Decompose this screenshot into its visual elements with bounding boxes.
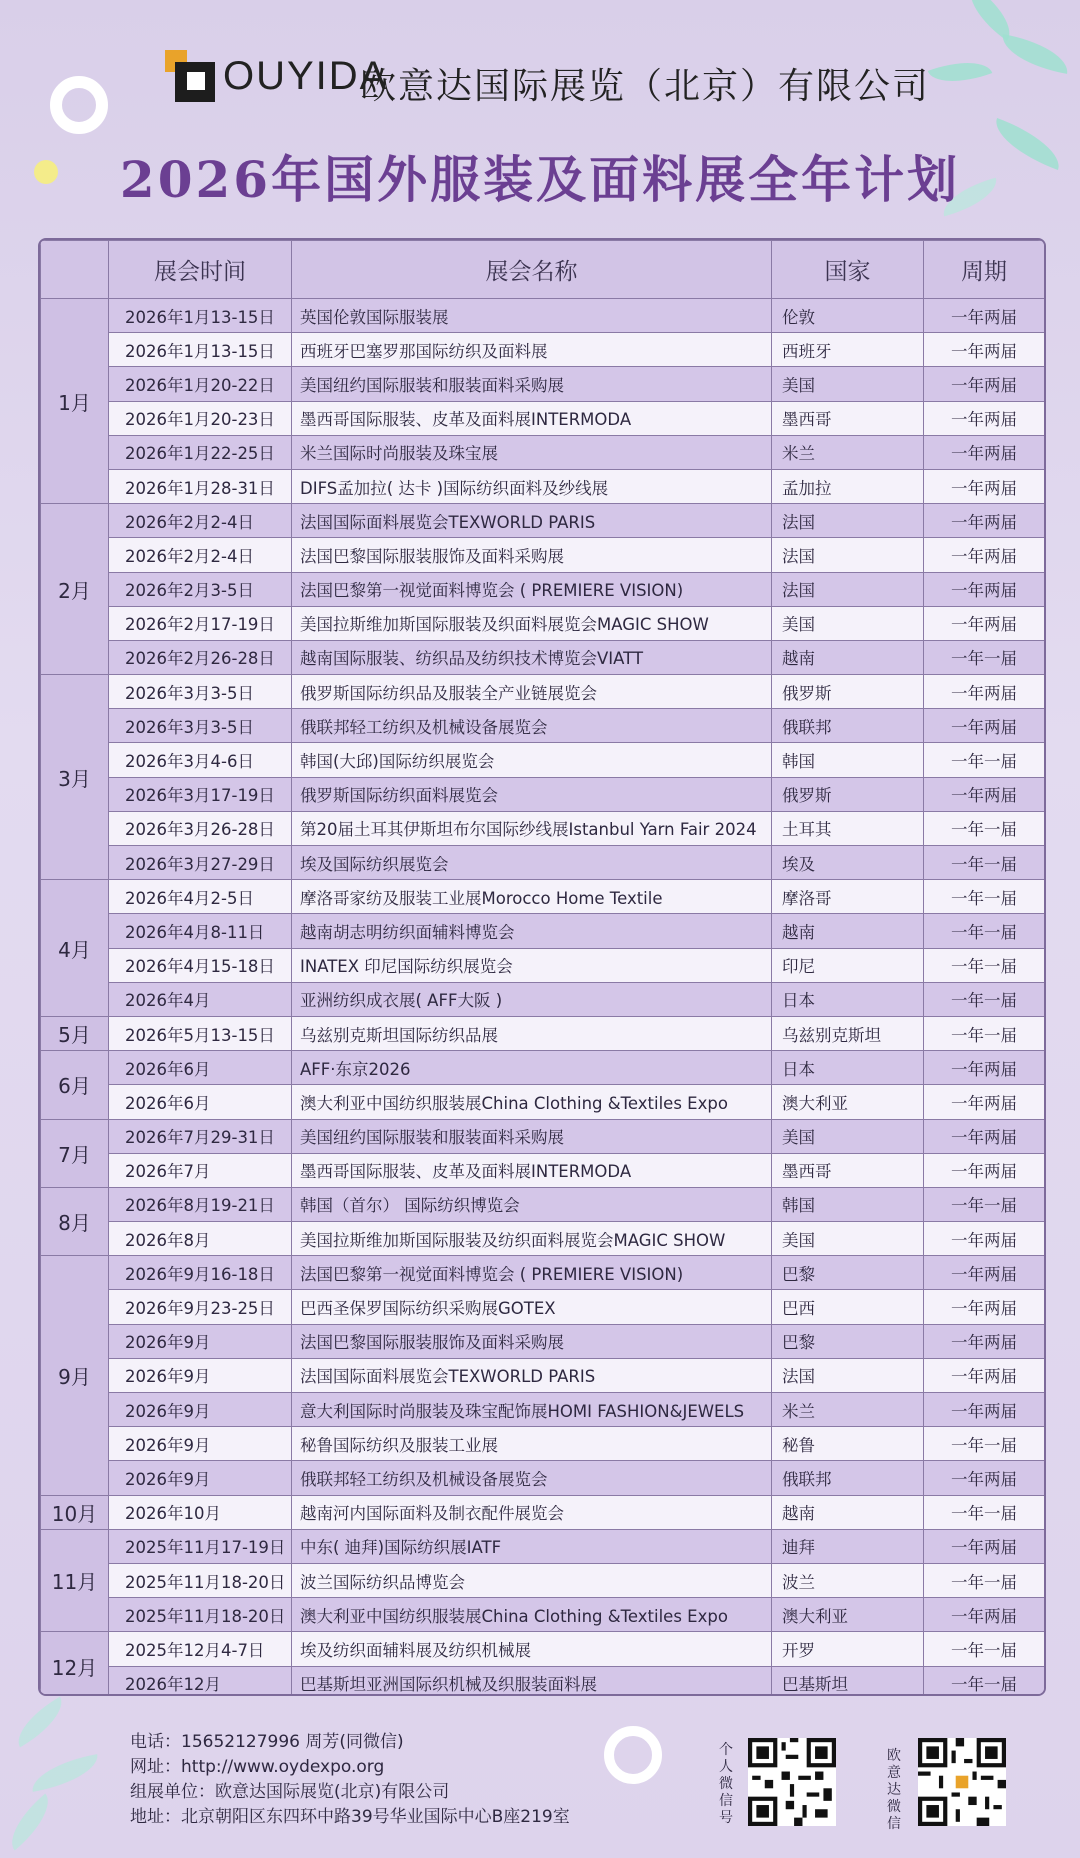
month-cell: 12月 xyxy=(41,1632,109,1696)
table-row xyxy=(41,743,1045,777)
country-cell: 孟加拉 xyxy=(772,469,924,503)
contact-phone: 电话：15652127996 周芳(同微信) xyxy=(130,1732,404,1752)
country-cell: 俄联邦 xyxy=(772,1461,924,1495)
cycle-cell: 一年一届 xyxy=(924,1563,1045,1597)
exhibition-name-cell: 墨西哥国际服装、皮革及面料展INTERMODA xyxy=(292,1153,772,1187)
cycle-cell: 一年一届 xyxy=(924,914,1045,948)
exhibition-name-cell: 墨西哥国际服装、皮革及面料展INTERMODA xyxy=(292,401,772,435)
month-cell: 2月 xyxy=(41,504,109,675)
table-row xyxy=(41,606,1045,640)
decorative-ring xyxy=(50,76,108,134)
exhibition-name-cell: 秘鲁国际纺织及服装工业展 xyxy=(292,1427,772,1461)
month-cell: 5月 xyxy=(41,1016,109,1050)
country-cell: 开罗 xyxy=(772,1632,924,1666)
date-cell: 2026年3月4-6日 xyxy=(109,743,292,777)
country-cell: 巴基斯坦 xyxy=(772,1666,924,1696)
cycle-cell: 一年两届 xyxy=(924,333,1045,367)
column-header-month xyxy=(41,241,109,299)
exhibition-name-cell: 越南河内国际面料及制衣配件展览会 xyxy=(292,1495,772,1529)
exhibition-name-cell: 法国国际面料展览会TEXWORLD PARIS xyxy=(292,504,772,538)
table-row xyxy=(41,367,1045,401)
table-row xyxy=(41,1563,1045,1597)
country-cell: 印尼 xyxy=(772,948,924,982)
qr-code-icon xyxy=(748,1738,836,1826)
country-cell: 巴西 xyxy=(772,1290,924,1324)
month-cell: 1月 xyxy=(41,299,109,504)
cycle-cell: 一年一届 xyxy=(924,1495,1045,1529)
table-row xyxy=(41,1393,1045,1427)
cycle-cell: 一年两届 xyxy=(924,1222,1045,1256)
leaf-decoration xyxy=(8,1697,72,1748)
country-cell: 俄罗斯 xyxy=(772,675,924,709)
cycle-cell: 一年两届 xyxy=(924,1461,1045,1495)
column-header-country: 国家 xyxy=(772,241,924,299)
date-cell: 2026年2月3-5日 xyxy=(109,572,292,606)
table-row xyxy=(41,948,1045,982)
date-cell: 2026年1月20-23日 xyxy=(109,401,292,435)
table-row xyxy=(41,538,1045,572)
country-cell: 埃及 xyxy=(772,846,924,880)
cycle-cell: 一年一届 xyxy=(924,743,1045,777)
cycle-cell: 一年一届 xyxy=(924,846,1045,880)
exhibition-name-cell: 波兰国际纺织品博览会 xyxy=(292,1563,772,1597)
month-cell: 6月 xyxy=(41,1051,109,1119)
table-row xyxy=(41,914,1045,948)
date-cell: 2025年11月18-20日 xyxy=(109,1563,292,1597)
date-cell: 2026年9月 xyxy=(109,1324,292,1358)
table-row xyxy=(41,1085,1045,1119)
exhibition-name-cell: AFF·东京2026 xyxy=(292,1051,772,1085)
table-row xyxy=(41,333,1045,367)
country-cell: 澳大利亚 xyxy=(772,1598,924,1632)
exhibition-name-cell: 澳大利亚中国纺织服装展China Clothing &Textiles Expo xyxy=(292,1598,772,1632)
country-cell: 美国 xyxy=(772,1119,924,1153)
date-cell: 2026年2月17-19日 xyxy=(109,606,292,640)
exhibition-name-cell: 韩国（首尔） 国际纺织博览会 xyxy=(292,1187,772,1221)
country-cell: 俄罗斯 xyxy=(772,777,924,811)
cycle-cell: 一年一届 xyxy=(924,948,1045,982)
exhibition-name-cell: 法国巴黎国际服装服饰及面料采购展 xyxy=(292,1324,772,1358)
country-cell: 日本 xyxy=(772,1051,924,1085)
cycle-cell: 一年两届 xyxy=(924,572,1045,606)
table-row xyxy=(41,675,1045,709)
table-row xyxy=(41,880,1045,914)
cycle-cell: 一年两届 xyxy=(924,1324,1045,1358)
decorative-ring xyxy=(604,1726,662,1784)
date-cell: 2026年1月20-22日 xyxy=(109,367,292,401)
cycle-cell: 一年两届 xyxy=(924,299,1045,333)
country-cell: 法国 xyxy=(772,504,924,538)
cycle-cell: 一年一届 xyxy=(924,1016,1045,1050)
date-cell: 2026年9月 xyxy=(109,1358,292,1392)
cycle-cell: 一年一届 xyxy=(924,982,1045,1016)
table-header-row xyxy=(41,241,1045,299)
country-cell: 伦敦 xyxy=(772,299,924,333)
table-row xyxy=(41,1187,1045,1221)
table-row xyxy=(41,1290,1045,1324)
cycle-cell: 一年一届 xyxy=(924,640,1045,674)
contact-organizer: 组展单位：欧意达国际展览(北京)有限公司 xyxy=(130,1782,450,1802)
cycle-cell: 一年两届 xyxy=(924,777,1045,811)
date-cell: 2026年3月17-19日 xyxy=(109,777,292,811)
date-cell: 2026年8月19-21日 xyxy=(109,1187,292,1221)
exhibition-name-cell: 法国国际面料展览会TEXWORLD PARIS xyxy=(292,1358,772,1392)
country-cell: 越南 xyxy=(772,914,924,948)
date-cell: 2026年5月13-15日 xyxy=(109,1016,292,1050)
exhibition-name-cell: 越南国际服装、纺织品及纺织技术博览会VIATT xyxy=(292,640,772,674)
cycle-cell: 一年一届 xyxy=(924,1632,1045,1666)
date-cell: 2025年12月4-7日 xyxy=(109,1632,292,1666)
company-name: 欧意达国际展览（北京）有限公司 xyxy=(360,66,931,107)
page-title: 2026年国外服装及面料展全年计划 xyxy=(119,150,961,209)
exhibition-name-cell: 亚洲纺织成衣展( AFF大阪 ) xyxy=(292,982,772,1016)
column-header-date: 展会时间 xyxy=(109,241,292,299)
table-row xyxy=(41,1529,1045,1563)
cycle-cell: 一年两届 xyxy=(924,1153,1045,1187)
table-row xyxy=(41,401,1045,435)
table-row xyxy=(41,640,1045,674)
cycle-cell: 一年两届 xyxy=(924,435,1045,469)
exhibition-name-cell: 法国巴黎国际服装服饰及面料采购展 xyxy=(292,538,772,572)
leaf-decoration xyxy=(998,34,1072,74)
table-row xyxy=(41,1632,1045,1666)
cycle-cell: 一年两届 xyxy=(924,504,1045,538)
qr-code-icon xyxy=(918,1738,1006,1826)
cycle-cell: 一年一届 xyxy=(924,1666,1045,1696)
country-cell: 米兰 xyxy=(772,435,924,469)
date-cell: 2026年3月26-28日 xyxy=(109,811,292,845)
logo-text: OUYIDA xyxy=(223,53,389,98)
table-row xyxy=(41,435,1045,469)
country-cell: 越南 xyxy=(772,640,924,674)
date-cell: 2026年6月 xyxy=(109,1051,292,1085)
cycle-cell: 一年两届 xyxy=(924,1119,1045,1153)
date-cell: 2026年1月22-25日 xyxy=(109,435,292,469)
country-cell: 乌兹别克斯坦 xyxy=(772,1016,924,1050)
table-row xyxy=(41,811,1045,845)
country-cell: 秘鲁 xyxy=(772,1427,924,1461)
country-cell: 法国 xyxy=(772,1358,924,1392)
country-cell: 美国 xyxy=(772,606,924,640)
date-cell: 2026年8月 xyxy=(109,1222,292,1256)
table-row xyxy=(41,572,1045,606)
country-cell: 美国 xyxy=(772,1222,924,1256)
country-cell: 法国 xyxy=(772,572,924,606)
exhibition-name-cell: 美国纽约国际服装和服装面料采购展 xyxy=(292,367,772,401)
table-row xyxy=(41,1016,1045,1050)
exhibition-name-cell: 米兰国际时尚服装及珠宝展 xyxy=(292,435,772,469)
date-cell: 2026年4月8-11日 xyxy=(109,914,292,948)
country-cell: 墨西哥 xyxy=(772,401,924,435)
contact-address: 地址：北京朝阳区东四环中路39号华业国际中心B座219室 xyxy=(130,1807,570,1827)
qr-code-personal xyxy=(748,1738,836,1826)
exhibition-name-cell: 澳大利亚中国纺织服装展China Clothing &Textiles Expo xyxy=(292,1085,772,1119)
table-row xyxy=(41,1222,1045,1256)
country-cell: 韩国 xyxy=(772,743,924,777)
date-cell: 2026年3月3-5日 xyxy=(109,675,292,709)
exhibition-name-cell: 巴基斯坦亚洲国际织机械及织服装面料展 xyxy=(292,1666,772,1696)
logo-mark-icon xyxy=(165,50,217,102)
table-row xyxy=(41,709,1045,743)
country-cell: 法国 xyxy=(772,538,924,572)
leaf-decoration xyxy=(928,50,993,93)
table-row xyxy=(41,504,1045,538)
exhibition-name-cell: 埃及纺织面辅料展及纺织机械展 xyxy=(292,1632,772,1666)
cycle-cell: 一年一届 xyxy=(924,811,1045,845)
date-cell: 2026年9月 xyxy=(109,1461,292,1495)
country-cell: 墨西哥 xyxy=(772,1153,924,1187)
exhibition-name-cell: 俄联邦轻工纺织及机械设备展览会 xyxy=(292,709,772,743)
exhibition-name-cell: 乌兹别克斯坦国际纺织品展 xyxy=(292,1016,772,1050)
date-cell: 2026年1月28-31日 xyxy=(109,469,292,503)
cycle-cell: 一年两届 xyxy=(924,367,1045,401)
month-cell: 11月 xyxy=(41,1529,109,1632)
cycle-cell: 一年两届 xyxy=(924,1598,1045,1632)
date-cell: 2025年11月17-19日 xyxy=(109,1529,292,1563)
date-cell: 2026年2月2-4日 xyxy=(109,504,292,538)
month-cell: 3月 xyxy=(41,675,109,880)
qr-code-company xyxy=(918,1738,1006,1826)
cycle-cell: 一年两届 xyxy=(924,1290,1045,1324)
cycle-cell: 一年两届 xyxy=(924,1529,1045,1563)
table-row xyxy=(41,1495,1045,1529)
table-row xyxy=(41,469,1045,503)
table-row xyxy=(41,1427,1045,1461)
exhibition-name-cell: 美国纽约国际服装和服装面料采购展 xyxy=(292,1119,772,1153)
country-cell: 波兰 xyxy=(772,1563,924,1597)
cycle-cell: 一年两届 xyxy=(924,1051,1045,1085)
table-row xyxy=(41,1461,1045,1495)
date-cell: 2026年2月2-4日 xyxy=(109,538,292,572)
exhibition-name-cell: 法国巴黎第一视觉面料博览会 ( PREMIERE VISION) xyxy=(292,1256,772,1290)
country-cell: 迪拜 xyxy=(772,1529,924,1563)
country-cell: 巴黎 xyxy=(772,1324,924,1358)
exhibition-name-cell: 美国拉斯维加斯国际服装及织面料展览会MAGIC SHOW xyxy=(292,606,772,640)
date-cell: 2026年3月27-29日 xyxy=(109,846,292,880)
leaf-decoration xyxy=(28,1754,101,1792)
exhibition-name-cell: 韩国(大邱)国际纺织展览会 xyxy=(292,743,772,777)
date-cell: 2026年10月 xyxy=(109,1495,292,1529)
exhibition-name-cell: 越南胡志明纺织面辅料博览会 xyxy=(292,914,772,948)
month-cell: 10月 xyxy=(41,1495,109,1529)
date-cell: 2026年9月 xyxy=(109,1427,292,1461)
cycle-cell: 一年两届 xyxy=(924,675,1045,709)
date-cell: 2025年11月18-20日 xyxy=(109,1598,292,1632)
date-cell: 2026年3月3-5日 xyxy=(109,709,292,743)
leaf-decoration xyxy=(958,0,1022,41)
exhibition-name-cell: 西班牙巴塞罗那国际纺织及面料展 xyxy=(292,333,772,367)
table-row xyxy=(41,777,1045,811)
cycle-cell: 一年一届 xyxy=(924,880,1045,914)
country-cell: 日本 xyxy=(772,982,924,1016)
table-row xyxy=(41,299,1045,333)
cycle-cell: 一年两届 xyxy=(924,606,1045,640)
date-cell: 2026年7月 xyxy=(109,1153,292,1187)
table-row xyxy=(41,846,1045,880)
month-cell: 4月 xyxy=(41,880,109,1017)
country-cell: 韩国 xyxy=(772,1187,924,1221)
exhibition-table xyxy=(40,240,1045,1696)
country-cell: 土耳其 xyxy=(772,811,924,845)
contact-info xyxy=(130,1730,570,1830)
table-row xyxy=(41,1153,1045,1187)
table-row xyxy=(41,1051,1045,1085)
table-row xyxy=(41,1324,1045,1358)
cycle-cell: 一年两届 xyxy=(924,709,1045,743)
exhibition-name-cell: DIFS孟加拉( 达卡 )国际纺织面料及纱线展 xyxy=(292,469,772,503)
country-cell: 美国 xyxy=(772,367,924,401)
country-cell: 越南 xyxy=(772,1495,924,1529)
exhibition-name-cell: INATEX 印尼国际纺织展览会 xyxy=(292,948,772,982)
date-cell: 2026年7月29-31日 xyxy=(109,1119,292,1153)
date-cell: 2026年9月 xyxy=(109,1393,292,1427)
date-cell: 2026年1月13-15日 xyxy=(109,299,292,333)
table-row xyxy=(41,1598,1045,1632)
column-header-cycle: 周期 xyxy=(924,241,1045,299)
cycle-cell: 一年一届 xyxy=(924,1187,1045,1221)
month-cell: 8月 xyxy=(41,1187,109,1255)
month-cell: 7月 xyxy=(41,1119,109,1187)
exhibition-name-cell: 中东( 迪拜)国际纺织展IATF xyxy=(292,1529,772,1563)
country-cell: 巴黎 xyxy=(772,1256,924,1290)
date-cell: 2026年4月2-5日 xyxy=(109,880,292,914)
date-cell: 2026年6月 xyxy=(109,1085,292,1119)
table-row xyxy=(41,1666,1045,1696)
date-cell: 2026年4月15-18日 xyxy=(109,948,292,982)
exhibition-name-cell: 俄罗斯国际纺织面料展览会 xyxy=(292,777,772,811)
column-header-name: 展会名称 xyxy=(292,241,772,299)
exhibition-name-cell: 英国伦敦国际服装展 xyxy=(292,299,772,333)
table-row xyxy=(41,1256,1045,1290)
table-body xyxy=(41,299,1045,1697)
country-cell: 西班牙 xyxy=(772,333,924,367)
exhibition-name-cell: 第20届土耳其伊斯坦布尔国际纱线展Istanbul Yarn Fair 2024 xyxy=(292,811,772,845)
qr-personal-label: 个人微信号 xyxy=(719,1742,733,1826)
date-cell: 2026年12月 xyxy=(109,1666,292,1696)
exhibition-name-cell: 摩洛哥家纺及服装工业展Morocco Home Textile xyxy=(292,880,772,914)
company-logo xyxy=(165,48,388,104)
country-cell: 俄联邦 xyxy=(772,709,924,743)
date-cell: 2026年4月 xyxy=(109,982,292,1016)
cycle-cell: 一年两届 xyxy=(924,538,1045,572)
cycle-cell: 一年两届 xyxy=(924,401,1045,435)
table-row xyxy=(41,982,1045,1016)
cycle-cell: 一年两届 xyxy=(924,1358,1045,1392)
exhibition-name-cell: 法国巴黎第一视觉面料博览会 ( PREMIERE VISION) xyxy=(292,572,772,606)
date-cell: 2026年2月26-28日 xyxy=(109,640,292,674)
country-cell: 摩洛哥 xyxy=(772,880,924,914)
table-row xyxy=(41,1119,1045,1153)
cycle-cell: 一年两届 xyxy=(924,469,1045,503)
cycle-cell: 一年两届 xyxy=(924,1085,1045,1119)
exhibition-name-cell: 美国拉斯维加斯国际服装及纺织面料展览会MAGIC SHOW xyxy=(292,1222,772,1256)
country-cell: 米兰 xyxy=(772,1393,924,1427)
cycle-cell: 一年两届 xyxy=(924,1393,1045,1427)
cycle-cell: 一年一届 xyxy=(924,1427,1045,1461)
table-row xyxy=(41,1358,1045,1392)
contact-website[interactable]: 网址：http://www.oydexpo.org xyxy=(130,1757,385,1777)
leaf-decoration xyxy=(0,1794,61,1851)
exhibition-name-cell: 意大利国际时尚服装及珠宝配饰展HOMI FASHION&JEWELS xyxy=(292,1393,772,1427)
exhibition-name-cell: 巴西圣保罗国际纺织采购展GOTEX xyxy=(292,1290,772,1324)
date-cell: 2026年9月16-18日 xyxy=(109,1256,292,1290)
exhibition-name-cell: 埃及国际纺织展览会 xyxy=(292,846,772,880)
qr-company-label: 欧意达微信 xyxy=(887,1748,901,1832)
month-cell: 9月 xyxy=(41,1256,109,1495)
country-cell: 澳大利亚 xyxy=(772,1085,924,1119)
date-cell: 2026年9月23-25日 xyxy=(109,1290,292,1324)
exhibition-name-cell: 俄罗斯国际纺织品及服装全产业链展览会 xyxy=(292,675,772,709)
date-cell: 2026年1月13-15日 xyxy=(109,333,292,367)
cycle-cell: 一年两届 xyxy=(924,1256,1045,1290)
schedule-table xyxy=(38,238,1046,1696)
exhibition-name-cell: 俄联邦轻工纺织及机械设备展览会 xyxy=(292,1461,772,1495)
